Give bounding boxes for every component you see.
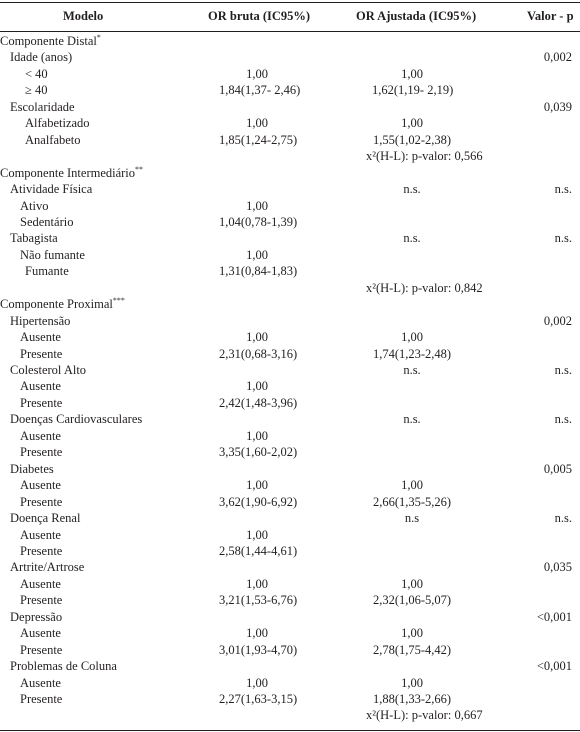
- cell-modelo: [0, 115, 90, 132]
- row-label: Artrite/Artrose: [10, 560, 85, 575]
- cell-modelo: [0, 411, 142, 428]
- cell-modelo: [0, 576, 61, 593]
- table-row: [0, 477, 580, 494]
- cell-or-bruta: 3,62(1,90-6,92): [219, 494, 298, 509]
- header-or-bruta: OR bruta (IC95%): [208, 9, 311, 23]
- cell-valor-p: n.s.: [554, 231, 572, 246]
- table-row: [0, 148, 580, 165]
- table-row: [0, 66, 580, 83]
- row-label: Ausente: [20, 576, 61, 591]
- row-label: Alfabetizado: [25, 116, 90, 131]
- table-row: [0, 411, 580, 428]
- cell-or-bruta: 1,00: [246, 247, 268, 262]
- table-row: [0, 230, 580, 247]
- table-row: [0, 576, 580, 593]
- cell-or-ajustada: n.s.: [403, 182, 421, 197]
- row-label: Ausente: [20, 626, 61, 641]
- cell-modelo: [0, 527, 61, 544]
- cell-or-bruta: 1,00: [246, 116, 268, 131]
- row-label: Componente Intermediário: [0, 165, 136, 180]
- cell-or-bruta: 1,85(1,24-2,75): [219, 132, 298, 147]
- cell-or-ajustada: 1,55(1,02-2,38): [372, 132, 452, 147]
- table-row: [0, 198, 580, 215]
- cell-valor-p: 0,005: [543, 461, 572, 476]
- cell-or-ajustada: 2,78(1,75-4,42): [372, 642, 452, 657]
- cell-or-ajustada: x²(H-L): p-valor: 0,842: [366, 280, 483, 295]
- row-label: Problemas de Coluna: [10, 659, 117, 674]
- row-label: Ativo: [20, 198, 49, 213]
- table-row: [0, 428, 580, 445]
- cell-modelo: [0, 559, 84, 576]
- cell-or-ajustada: n.s.: [403, 412, 421, 427]
- cell-or-ajustada: 1,00: [401, 626, 423, 641]
- row-label: Componente Distal: [0, 34, 97, 48]
- table-row: [0, 543, 580, 560]
- table-row: [0, 181, 580, 198]
- row-label: Hipertensão: [10, 313, 71, 328]
- cell-or-bruta: 2,31(0,68-3,16): [219, 346, 298, 361]
- cell-modelo: [0, 428, 61, 445]
- cell-or-bruta: 1,00: [246, 66, 268, 81]
- cell-valor-p: n.s.: [554, 182, 572, 197]
- cell-or-ajustada: 2,32(1,06-5,07): [372, 593, 452, 608]
- table-row: [0, 214, 580, 231]
- cell-or-ajustada: x²(H-L): p-valor: 0,667: [366, 708, 483, 723]
- cell-valor-p: n.s.: [554, 511, 572, 526]
- cell-modelo: [0, 181, 92, 198]
- table-row: [0, 329, 580, 346]
- row-label: Ausente: [20, 379, 61, 394]
- cell-or-bruta: 1,00: [246, 428, 268, 443]
- cell-modelo: [0, 461, 54, 478]
- cell-valor-p: 0,002: [543, 50, 572, 65]
- cell-modelo: [0, 33, 101, 50]
- cell-or-bruta: 1,00: [246, 330, 268, 345]
- cell-or-ajustada: 1,00: [401, 675, 423, 690]
- cell-or-bruta: 2,27(1,63-3,15): [219, 692, 298, 706]
- cell-or-ajustada: 1,62(1,19- 2,19): [372, 83, 454, 98]
- cell-modelo: [0, 263, 69, 280]
- cell-valor-p: 0,035: [543, 560, 572, 575]
- table-row: [0, 296, 580, 313]
- row-label: Analfabeto: [25, 132, 81, 147]
- cell-or-ajustada: n.s.: [403, 363, 421, 377]
- table-row: [0, 510, 580, 527]
- cell-modelo: [0, 99, 75, 116]
- row-label: Ausente: [20, 527, 61, 542]
- cell-or-ajustada: 1,00: [401, 330, 423, 345]
- row-label: Doença Renal: [10, 511, 81, 526]
- cell-valor-p: 0,039: [543, 99, 572, 114]
- row-label: Depressão: [10, 609, 63, 624]
- row-label: Não fumante: [20, 247, 85, 262]
- cell-modelo: [0, 691, 62, 708]
- table-row: [0, 625, 580, 642]
- row-label: Atividade Física: [10, 182, 93, 197]
- cell-or-ajustada: 2,66(1,35-5,26): [372, 494, 452, 509]
- cell-modelo: [0, 132, 81, 149]
- cell-modelo: [0, 395, 62, 412]
- top-rule: [0, 2, 580, 3]
- table-row: [0, 247, 580, 264]
- cell-or-ajustada: 1,88(1,33-2,66): [372, 692, 452, 706]
- cell-valor-p: 0,002: [543, 313, 572, 328]
- cell-valor-p: n.s.: [554, 412, 572, 427]
- row-label: Ausente: [20, 428, 61, 443]
- footnote-marker: ***: [112, 296, 125, 306]
- cell-valor-p: n.s.: [554, 363, 572, 377]
- table-row: [0, 82, 580, 99]
- table-row: [0, 592, 580, 609]
- cell-or-bruta: 3,21(1,53-6,76): [219, 593, 298, 608]
- table-row: [0, 707, 580, 724]
- row-label: Ausente: [20, 478, 61, 493]
- table-row: [0, 165, 580, 182]
- cell-modelo: [0, 198, 48, 215]
- footnote-marker: **: [135, 164, 144, 174]
- cell-modelo: [0, 82, 48, 99]
- cell-or-bruta: 1,04(0,78-1,39): [219, 214, 298, 229]
- cell-modelo: [0, 49, 72, 66]
- cell-modelo: [0, 362, 86, 379]
- cell-modelo: [0, 658, 117, 675]
- cell-or-ajustada: x²(H-L): p-valor: 0,566: [366, 149, 483, 164]
- row-label: Fumante: [25, 264, 69, 279]
- row-label: Presente: [20, 395, 63, 410]
- row-label: Componente Proximal: [0, 297, 113, 312]
- row-label: Tabagista: [10, 231, 58, 246]
- row-label: Ausente: [20, 330, 61, 345]
- row-label: < 40: [25, 66, 48, 81]
- table-row: [0, 49, 580, 66]
- cell-valor-p: <0,001: [536, 609, 572, 624]
- table-row: [0, 346, 580, 363]
- row-label: Presente: [20, 692, 63, 706]
- cell-modelo: [0, 378, 61, 395]
- table-row: [0, 675, 580, 692]
- table-row: [0, 559, 580, 576]
- cell-or-bruta: 2,58(1,44-4,61): [219, 543, 298, 558]
- cell-or-ajustada: 1,00: [401, 576, 423, 591]
- header-rule: [0, 31, 580, 32]
- table-row: [0, 33, 580, 50]
- table-row: [0, 609, 580, 626]
- table-row: [0, 362, 580, 379]
- row-label: Idade (anos): [10, 50, 73, 65]
- cell-or-bruta: 1,00: [246, 675, 268, 690]
- cell-modelo: [0, 214, 73, 231]
- cell-or-bruta: 1,00: [246, 198, 268, 213]
- cell-modelo: [0, 609, 62, 626]
- cell-or-ajustada: 1,74(1,23-2,48): [372, 346, 452, 361]
- cell-or-bruta: 3,35(1,60-2,02): [219, 445, 298, 460]
- cell-or-bruta: 1,00: [246, 626, 268, 641]
- cell-modelo: [0, 543, 62, 560]
- row-label: Ausente: [20, 675, 61, 690]
- row-label: Sedentário: [20, 214, 74, 229]
- table-row: [0, 658, 580, 675]
- cell-modelo: [0, 625, 61, 642]
- cell-modelo: [0, 592, 62, 609]
- cell-modelo: [0, 165, 143, 182]
- cell-modelo: [0, 675, 61, 692]
- cell-or-bruta: 2,42(1,48-3,96): [219, 395, 298, 410]
- table-row: [0, 99, 580, 116]
- cell-or-ajustada: 1,00: [401, 116, 423, 131]
- row-label: Doenças Cardiovasculares: [10, 412, 143, 427]
- cell-or-bruta: 1,00: [246, 379, 268, 394]
- footnote-marker: *: [96, 33, 101, 42]
- table-row: [0, 527, 580, 544]
- cell-modelo: [0, 66, 48, 83]
- cell-modelo: [0, 296, 125, 313]
- header-modelo: Modelo: [63, 9, 104, 23]
- cell-or-bruta: 1,31(0,84-1,83): [219, 264, 298, 279]
- table-row: [0, 444, 580, 461]
- table-row: [0, 115, 580, 132]
- row-label: Presente: [20, 642, 63, 657]
- row-label: ≥ 40: [25, 83, 48, 98]
- row-label: Escolaridade: [10, 99, 75, 114]
- table-row: [0, 461, 580, 478]
- cell-modelo: [0, 444, 62, 461]
- table-row: [0, 642, 580, 659]
- cell-or-bruta: 1,00: [246, 527, 268, 542]
- cell-or-bruta: 3,01(1,93-4,70): [219, 642, 298, 657]
- cell-modelo: [0, 510, 80, 527]
- row-label: Presente: [20, 346, 63, 361]
- cell-or-ajustada: 1,00: [401, 478, 423, 493]
- cell-modelo: [0, 313, 70, 330]
- row-label: Presente: [20, 494, 63, 509]
- table-row: [0, 132, 580, 149]
- cell-or-ajustada: n.s: [404, 511, 420, 526]
- cell-or-ajustada: n.s.: [403, 231, 421, 246]
- cell-or-ajustada: 1,00: [401, 66, 423, 81]
- row-label: Colesterol Alto: [10, 363, 87, 377]
- cell-or-bruta: 1,84(1,37- 2,46): [219, 83, 301, 98]
- cell-or-bruta: 1,00: [246, 478, 268, 493]
- row-label: Presente: [20, 543, 63, 558]
- cell-valor-p: <0,001: [536, 659, 572, 674]
- row-label: Presente: [20, 445, 63, 460]
- header-valor-p: Valor - p: [527, 9, 574, 23]
- cell-or-bruta: 1,00: [246, 576, 268, 591]
- row-label: Presente: [20, 593, 63, 608]
- cell-modelo: [0, 247, 85, 264]
- row-label: Diabetes: [10, 461, 54, 476]
- cell-modelo: [0, 346, 62, 363]
- table-row: [0, 378, 580, 395]
- table-row: [0, 691, 580, 708]
- table-row: [0, 395, 580, 412]
- table-row: [0, 263, 580, 280]
- bottom-rule: [0, 730, 580, 731]
- cell-modelo: [0, 329, 61, 346]
- cell-modelo: [0, 494, 62, 511]
- header-or-ajustada: OR Ajustada (IC95%): [356, 9, 477, 23]
- cell-modelo: [0, 477, 61, 494]
- table-row: [0, 280, 580, 297]
- cell-modelo: [0, 230, 58, 247]
- table-row: [0, 313, 580, 330]
- table-row: [0, 494, 580, 511]
- cell-modelo: [0, 642, 62, 659]
